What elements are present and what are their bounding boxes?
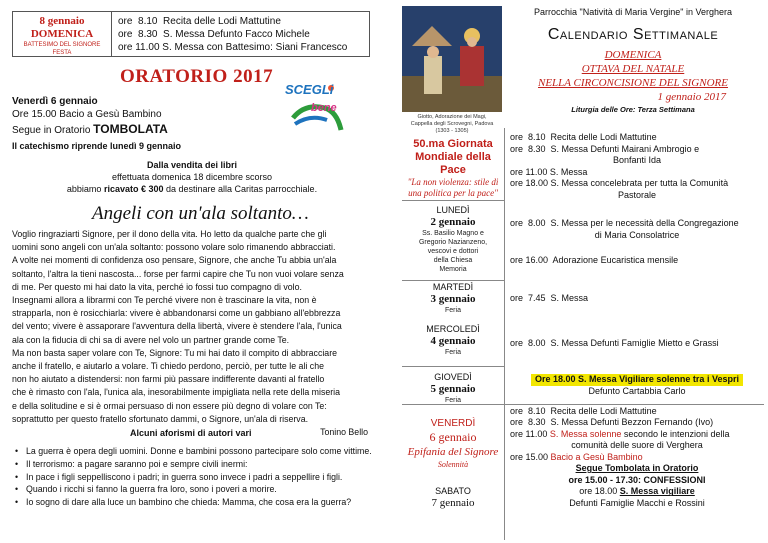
oratorio-event-follow bbox=[12, 121, 282, 139]
day-cell-saturday bbox=[402, 486, 504, 510]
row-separator bbox=[402, 366, 504, 367]
oratorio-title: ORATORIO 2017 bbox=[120, 66, 274, 87]
day-name: MERCOLEDÌ bbox=[426, 324, 480, 334]
aphorism-item: • Il terrorismo: a pagare saranno poi e sempre civili inermi: bbox=[12, 458, 372, 471]
event-line: ore 8.30 S. Messa Defunti Bezzon Fernando (Ivo) bbox=[510, 417, 714, 428]
day-saint: Feria bbox=[445, 349, 461, 356]
day-name: MARTEDÌ bbox=[432, 282, 474, 292]
tombolata-line: Segue Tombolata in Oratorio bbox=[575, 463, 699, 474]
event-time: ore 11.00 bbox=[510, 428, 550, 439]
day-cell-monday bbox=[402, 205, 504, 274]
day-date: 7 gennaio bbox=[431, 497, 475, 509]
day-date: 3 gennaio bbox=[430, 293, 476, 305]
day-saint: Feria bbox=[445, 307, 461, 314]
book-sale-amount: ricavato € 300 bbox=[103, 184, 164, 194]
day-saint: della Chiesa bbox=[433, 257, 473, 264]
next-sunday-feast-rank: FESTA bbox=[52, 50, 72, 56]
next-sunday-mass-1: ore 8.10 Recita delle Lodi Mattutine bbox=[118, 16, 281, 27]
day-name: LUNEDÌ bbox=[436, 205, 470, 215]
sunday-feast1: OTTAVA DEL NATALE bbox=[581, 63, 685, 75]
poem-line: del vento; vivere è assaporare l'avventura della libertà, vivere è stendere l'ala, l'unica bbox=[12, 321, 342, 332]
scegli-bene-logo bbox=[285, 78, 345, 136]
poem-line: ala con la fiducia di chi sa di avere nel volo un partner grande come Te. bbox=[12, 334, 290, 345]
sunday-mass: ore 18.00 S. Messa concelebrata per tutta la Comunità bbox=[510, 178, 729, 188]
aphorisms-title: Alcuni aforismi di autori vari bbox=[130, 428, 252, 438]
sunday-feast2: NELLA CIRCONCISIONE DEL SIGNORE bbox=[538, 77, 728, 89]
poem-line: Voglio ringraziarti Signore, per il dono della vita. Ho letto da qualche parte che gli bbox=[12, 229, 327, 239]
day-cell-friday bbox=[402, 418, 504, 470]
poem-line: e della solitudine e si è ormai persuaso di non essere più degno di volare con Te: bbox=[12, 400, 327, 411]
next-sunday-masses bbox=[118, 15, 368, 54]
sunday-mass: ore 8.10 Recita delle Lodi Mattutine bbox=[510, 132, 657, 142]
saturday-events bbox=[510, 475, 764, 509]
schedule-grid bbox=[402, 128, 764, 540]
event-text: secondo le intenzioni della bbox=[621, 428, 730, 439]
liturgy-week: Liturgia delle Ore: Terza Settimana bbox=[571, 105, 695, 114]
adoration-painting-icon bbox=[402, 6, 502, 112]
book-sale-line2 bbox=[12, 183, 372, 195]
next-sunday-box bbox=[12, 11, 370, 57]
oratorio-event-follow-text: Segue in Oratorio bbox=[12, 125, 94, 136]
event-line: ore 8.10 Recita delle Lodi Mattutine bbox=[510, 406, 657, 416]
day-saint: Gregorio Nazianzeno, bbox=[418, 239, 488, 246]
day-name: VENERDÌ bbox=[430, 418, 476, 429]
monday-events bbox=[510, 218, 764, 267]
aphorism-item: • In pace i figli seppelliscono i padri; in guerra sono invece i padri a seppellire i figli. bbox=[12, 471, 372, 484]
vigil-mass-label: S. Messa vigiliare bbox=[619, 486, 695, 497]
poem-line: soprattutto per questo fratello sfortunato dammi, o Signore, un'ala di riserva. bbox=[12, 413, 309, 424]
book-sale-text-c: da destinare alla Caritas parrocchiale. bbox=[163, 184, 318, 194]
event-line: ore 16.00 Adorazione Eucaristica mensile bbox=[510, 255, 679, 265]
aphorism-item: • Quando i ricchi si fanno la guerra fra loro, sono i poveri a morire. bbox=[12, 483, 372, 496]
peace-day-cell bbox=[402, 138, 504, 199]
catechism-notice: Il catechismo riprende lunedì 9 gennaio bbox=[12, 141, 182, 151]
event-line: comunità delle suore di Verghera bbox=[571, 440, 703, 451]
day-name: GIOVEDÌ bbox=[434, 372, 472, 382]
day-saint: Memoria bbox=[439, 266, 467, 273]
next-sunday-divider bbox=[111, 12, 112, 56]
poem-line: anche il fratello, e aiutarlo a volare. Ti chiedo perdono, perciò, per tutte le ali che bbox=[12, 361, 324, 372]
painting-image bbox=[402, 6, 502, 112]
logo-word-scegli: SCEGLi bbox=[285, 82, 334, 97]
epiphany-feast: Epifania del Signore bbox=[407, 446, 499, 458]
aphorism-item: • La guerra è opera degli uomini. Donne e bambini possono partecipare solo come vittime. bbox=[12, 445, 372, 458]
sunday-date: 1 gennaio 2017 bbox=[657, 91, 726, 103]
bacio-label: Bacio a Gesù Bambino bbox=[550, 451, 643, 462]
day-cell-tuesday bbox=[402, 282, 504, 315]
sunday-mass: Pastorale bbox=[617, 189, 657, 200]
sunday-mass: ore 11.00 S. Messa bbox=[510, 166, 588, 177]
sunday-mass: ore 8.30 S. Messa Defunti Mairani Ambrogio e bbox=[510, 143, 700, 154]
peace-day-title2: Mondiale della Pace bbox=[415, 151, 491, 176]
day-name: SABATO bbox=[435, 486, 471, 496]
painting-caption-line3: (1303 - 1305) bbox=[435, 128, 469, 134]
day-saint: Feria bbox=[445, 397, 461, 404]
solemn-mass-label: S. Messa solenne bbox=[549, 428, 622, 439]
aphorism-item: • Io sogno di dare alla luce un bambino che chieda: Mamma, che cosa era la guerra? bbox=[12, 496, 372, 509]
poem-author: Tonino Bello bbox=[320, 427, 368, 438]
poem-body bbox=[12, 228, 376, 439]
event-line: di Maria Consolatrice bbox=[594, 229, 680, 240]
poem-line: strapparla, non è rosicchiarla: vivere è abbandonarsi come un gabbiano all'ebbrezza bbox=[12, 308, 341, 319]
next-sunday-mass-3: ore 11.00 S. Messa con Battesimo: Siani Francesco bbox=[118, 42, 348, 53]
day-date: 6 gennaio bbox=[429, 430, 477, 444]
event-line: Defunti Famiglie Macchi e Rossini bbox=[569, 497, 705, 508]
day-date: 5 gennaio bbox=[430, 383, 476, 395]
event-time: ore 15.00 bbox=[510, 451, 551, 462]
poem-line: uomini sono angeli con un'ala soltanto: possono volare solo rimanendo abbracciati. bbox=[12, 242, 336, 253]
event-line: Defunto Cartabbia Carlo bbox=[588, 385, 686, 396]
right-column bbox=[384, 0, 768, 543]
book-sale-notice bbox=[12, 159, 372, 195]
calendar-title: Calendario Settimanale bbox=[547, 26, 719, 43]
day-saint: vescovi e dottori bbox=[427, 248, 479, 255]
next-sunday-date-line1: 8 gennaio bbox=[39, 15, 85, 27]
sunday-day: DOMENICA bbox=[604, 49, 662, 61]
book-sale-title: Dalla vendita dei libri bbox=[146, 160, 238, 170]
tombolata-label: TOMBOLATA bbox=[93, 122, 168, 136]
poem-line: che è rimasto con l'ala, l'unica ala, inesorabilmente impigliata nella rete della miseria bbox=[12, 387, 341, 398]
peace-day-subtitle1: "La non violenza: stile di bbox=[407, 177, 499, 187]
poem-line: Ma non basta saper volare con Te, Signore: Tu mi hai dato il compito di abbracciare bbox=[12, 347, 338, 358]
event-line: ore 7.45 S. Messa bbox=[510, 293, 589, 303]
day-rank: Solennità bbox=[437, 460, 469, 469]
poem-line: Insegnami allora a librarmi con Te perché vivere non è trascinare la vita, non è bbox=[12, 295, 317, 306]
day-cell-thursday bbox=[402, 372, 504, 405]
day-date: 4 gennaio bbox=[430, 335, 476, 347]
day-cell-wednesday bbox=[402, 324, 504, 357]
wednesday-events bbox=[510, 338, 764, 350]
poem-line: A volte nei momenti di confidenza oso pensare, Signore, che anche Tu abbia un'ala bbox=[12, 255, 337, 266]
calendar-header bbox=[504, 6, 762, 116]
oratorio-event-time: Ore 15.00 Bacio a Gesù Bambino bbox=[12, 109, 162, 120]
thursday-events bbox=[510, 374, 764, 397]
row-separator bbox=[402, 200, 504, 201]
book-sale-text-a: abbiamo bbox=[66, 184, 104, 194]
next-sunday-feast: BATTESIMO DEL SIGNORE bbox=[23, 42, 101, 48]
sunday-masses bbox=[510, 132, 764, 201]
next-sunday-mass-2: ore 8.30 S. Messa Defunto Facco Michele bbox=[118, 29, 310, 40]
book-sale-line1: effettuata domenica 18 dicembre scorso bbox=[112, 172, 272, 182]
peace-day-title1: 50.ma Giornata bbox=[413, 138, 493, 150]
day-saint: Ss. Basilio Magno e bbox=[422, 230, 484, 237]
sunday-mass: Bonfanti Ida bbox=[612, 155, 662, 165]
event-line bbox=[510, 429, 764, 440]
poem-title: Angeli con un'ala soltanto… bbox=[92, 203, 309, 224]
poem-line: non ho aiutato a distendersi: non farmi più passare indifferente davanti al fratello bbox=[12, 374, 325, 385]
poem-line: soltanto, l'altra la tieni nascosta... forse per farmi capire che Tu non vuoi volare senza bbox=[12, 268, 344, 279]
row-separator bbox=[402, 404, 764, 405]
event-line: ore 8.00 S. Messa Defunti Famiglie Mietto e Grassi bbox=[510, 338, 719, 348]
aphorisms-list bbox=[12, 445, 372, 509]
painting-caption-line2: Cappella degli Scrovegni, Padova bbox=[410, 121, 494, 127]
next-sunday-date-line2: DOMENICA bbox=[30, 28, 94, 40]
oratorio-event bbox=[12, 95, 282, 139]
day-date: 2 gennaio bbox=[430, 216, 476, 228]
painting-caption-line1: Giotto, Adorazione dei Magi, bbox=[417, 114, 487, 120]
event-line bbox=[510, 486, 764, 497]
parish-name: Parrocchia "Natività di Maria Vergine" in Verghera bbox=[534, 7, 732, 17]
event-line: ore 8.00 S. Messa per le necessità della Congregazione bbox=[510, 218, 739, 228]
friday-events bbox=[510, 406, 764, 474]
poem-line: di me. Per questo mi hai dato la vita, perché io fossi tuo compagno di volo. bbox=[12, 281, 302, 292]
grid-divider-vertical bbox=[504, 128, 505, 540]
event-line bbox=[510, 452, 764, 463]
logo-word-bene: bene bbox=[311, 102, 337, 114]
row-separator bbox=[402, 280, 504, 281]
event-time: ore 18.00 bbox=[579, 486, 620, 497]
oratorio-event-date: Venerdì 6 gennaio bbox=[12, 96, 98, 107]
vigil-mass-highlight: Ore 18.00 S. Messa Vigiliare solenne tra i Vespri bbox=[531, 374, 743, 386]
tuesday-events bbox=[510, 293, 764, 305]
peace-day-subtitle2: una politica per la pace" bbox=[408, 188, 498, 198]
confessions-line: ore 15.00 - 17.30: CONFESSIONI bbox=[568, 475, 706, 485]
next-sunday-date bbox=[13, 15, 111, 57]
